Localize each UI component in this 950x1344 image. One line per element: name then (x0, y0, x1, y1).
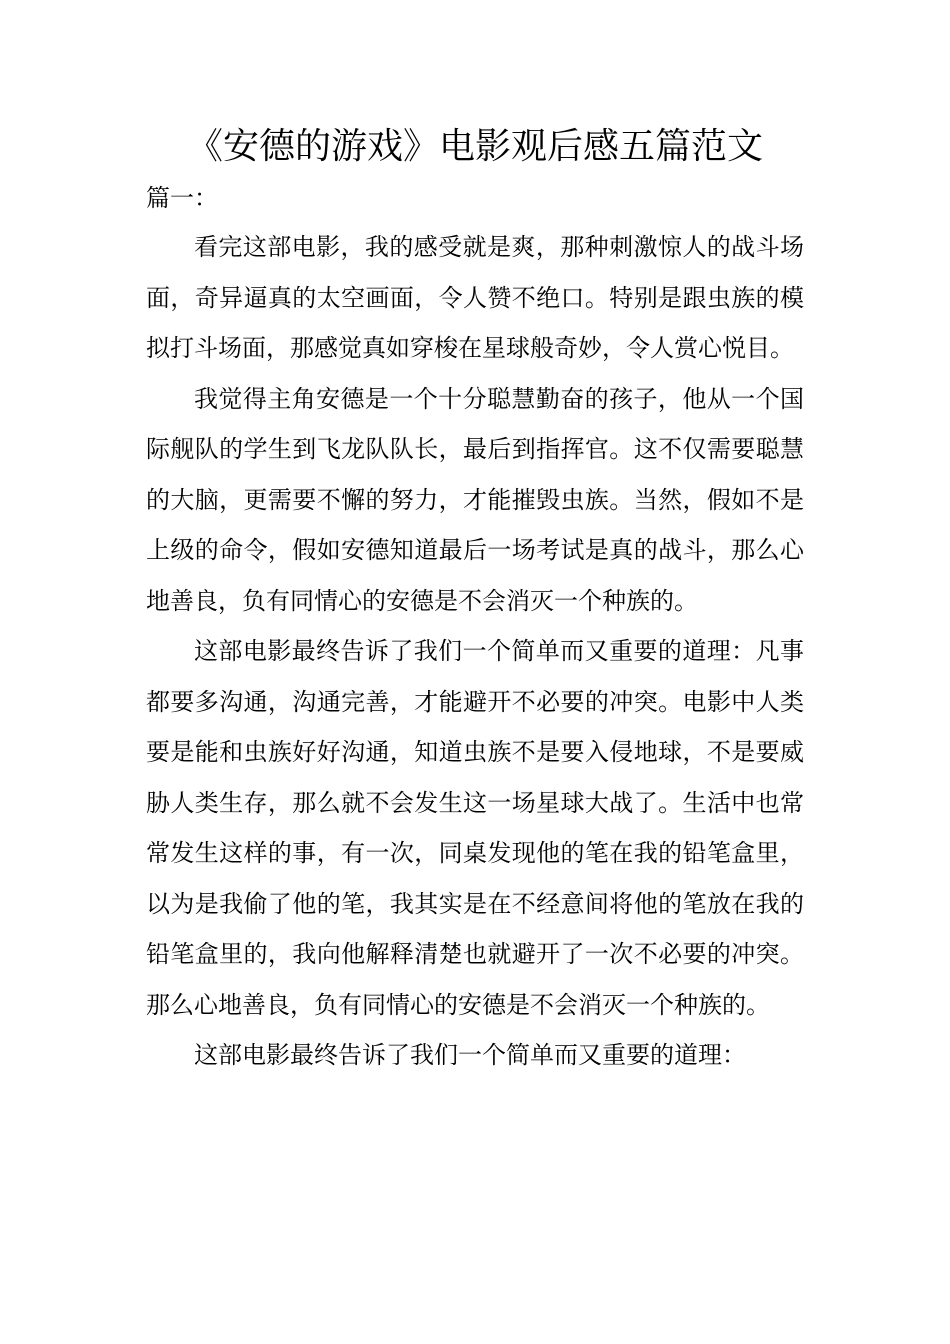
section-label: 篇一： (146, 184, 218, 212)
document-body (146, 222, 804, 1081)
paragraph-4: 这部电影最终告诉了我们一个简单而又重要的道理： (194, 1041, 746, 1069)
paragraph-3: 这部电影最终告诉了我们一个简单而又重要的道理：凡事都要多沟通，沟通完善，才能避开不必要的冲突。电影中人类要是能和虫族好好沟通，知道虫族不是要入侵地球，不是要威胁人类生存，那么就不会发生这一场星球大战了。生活中也常常发生这样的事，有一次，同桌发现他的笔在我的铅笔盒里，以为是我偷了他的笔，我其实是在不经意间将他的笔放在我的铅笔盒里的，我向他解释清楚也就避开了一次不必要的冲突。那么心地善良，负有同情心的安德是不会消灭一个种族的。 (146, 637, 804, 1019)
paragraph-2: 我觉得主角安德是一个十分聪慧勤奋的孩子，他从一个国际舰队的学生到飞龙队队长，最后到指挥官。这不仅需要聪慧的大脑，更需要不懈的努力，才能摧毁虫族。当然，假如不是上级的命令，假如安德知道最后一场考试是真的战斗，那么心地善良，负有同情心的安德是不会消灭一个种族的。 (146, 384, 804, 615)
document-title: 《安德的游戏》电影观后感五篇范文 (186, 126, 763, 167)
paragraph-1: 看完这部电影，我的感受就是爽，那种刺激惊人的战斗场面，奇异逼真的太空画面，令人赞不绝口。特别是跟虫族的模拟打斗场面，那感觉真如穿梭在星球般奇妙，令人赏心悦目。 (146, 233, 804, 362)
